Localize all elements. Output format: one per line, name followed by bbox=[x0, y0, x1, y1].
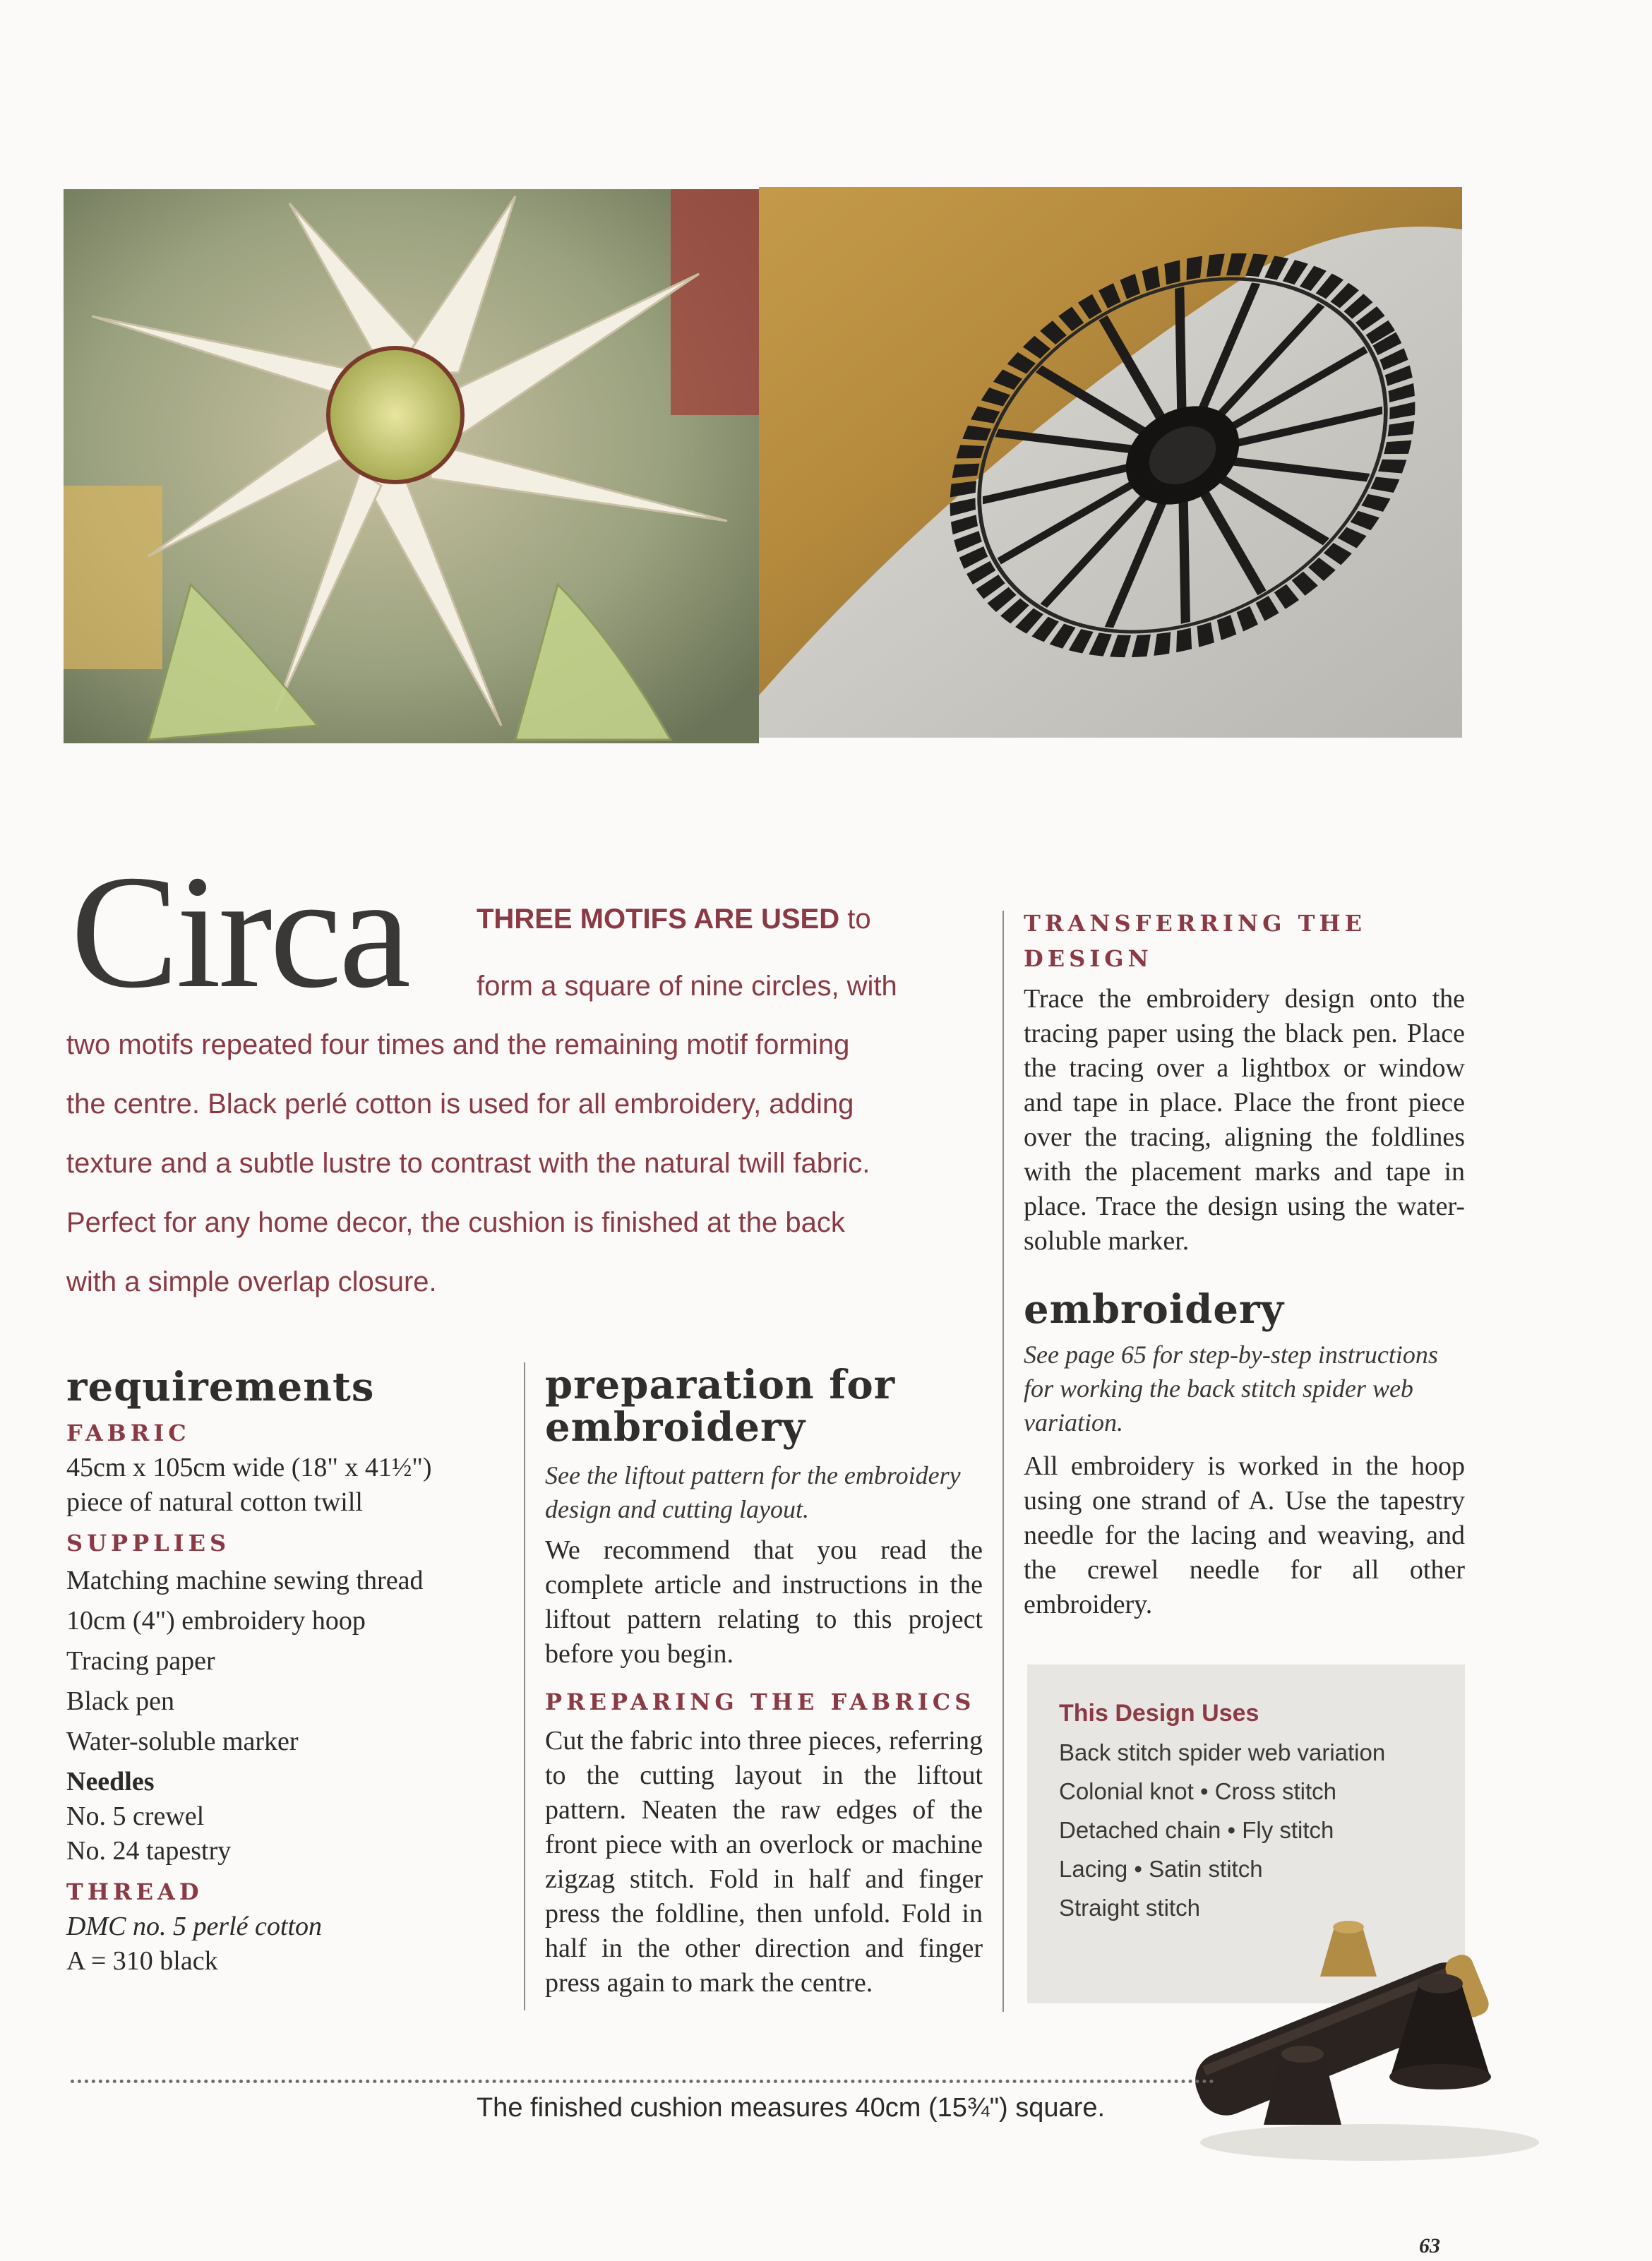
footer-divider bbox=[71, 2080, 1214, 2083]
supply-item: Water-soluble marker bbox=[66, 1727, 299, 1756]
supplies-list bbox=[66, 1561, 518, 1762]
intro-line-3: two motifs repeated four times and the remaining motif forming bbox=[66, 1029, 850, 1060]
preparation-section bbox=[545, 1364, 983, 2001]
column-divider-1 bbox=[524, 1362, 525, 2010]
design-uses-item: Straight stitch bbox=[1059, 1895, 1200, 1921]
embroidery-section bbox=[1024, 1288, 1465, 1622]
intro-lines bbox=[66, 1015, 977, 1312]
preparation-heading-line-2: embroidery bbox=[545, 1404, 806, 1451]
page-title: Circa bbox=[71, 841, 409, 1021]
design-uses-item: Colonial knot • Cross stitch bbox=[1059, 1778, 1337, 1804]
embroidery-note: See page 65 for step-by-step instructions for working the back stitch spider web variation. bbox=[1024, 1341, 1438, 1437]
thimbles-photo bbox=[1158, 1899, 1553, 2167]
preparation-heading-line-1: preparation for bbox=[545, 1362, 896, 1408]
design-uses-item: Detached chain • Fly stitch bbox=[1059, 1817, 1334, 1843]
supply-item: Black pen bbox=[66, 1686, 175, 1716]
preparing-fabrics-heading: PREPARING THE FABRICS bbox=[545, 1689, 976, 1715]
fabric-line-2: piece of natural cotton twill bbox=[66, 1487, 363, 1517]
thread-heading: THREAD bbox=[66, 1878, 203, 1905]
intro-line-2: form a square of nine circles, with bbox=[477, 971, 897, 1002]
transferring-paragraph: Trace the embroidery design onto the tracing paper using the black pen. Place the tracing over a lightbox or window and tape in place. Place the front piece over the tracing, aligning the foldlines with the placement marks and tape in place. Trace the design using the water-soluble marker. bbox=[1024, 984, 1465, 1256]
fabric-heading: FABRIC bbox=[66, 1420, 191, 1446]
intro-line-1 bbox=[477, 898, 871, 940]
flower-photo bbox=[64, 189, 759, 743]
preparation-paragraph: We recommend that you read the complete article and instructions in the liftout pattern relating to this project before you begin. bbox=[545, 1535, 983, 1669]
needles-heading: Needles bbox=[66, 1767, 155, 1797]
needle-item: No. 5 crewel bbox=[66, 1801, 205, 1831]
intro-lead-caps: THREE MOTIFS ARE USED bbox=[477, 904, 840, 935]
design-uses-item: Lacing • Satin stitch bbox=[1059, 1856, 1263, 1882]
column-divider-2 bbox=[1002, 911, 1004, 2012]
embroidery-photo bbox=[759, 187, 1462, 738]
transferring-section bbox=[1024, 906, 1465, 1259]
preparing-fabrics-paragraph: Cut the fabric into three pieces, referring to the cutting layout in the liftout pattern. Neaten the raw edges of the front piece with an overlock or machine zigzag stitch. Fold in half and finger press the foldline, then unfold. Fold in half in the other direction and finger press again to mark the centre. bbox=[545, 1726, 983, 1998]
intro-line-5: texture and a subtle lustre to contrast with the natural twill fabric. bbox=[66, 1148, 870, 1179]
transferring-heading-line-2: DESIGN bbox=[1024, 945, 1153, 972]
supplies-heading: SUPPLIES bbox=[66, 1530, 231, 1557]
preparation-note: See the liftout pattern for the embroidery design and cutting layout. bbox=[545, 1461, 961, 1523]
supply-item: Tracing paper bbox=[66, 1646, 215, 1676]
intro-line-7: with a simple overlap closure. bbox=[66, 1266, 437, 1297]
needle-item: No. 24 tapestry bbox=[66, 1836, 232, 1866]
intro-line-4: the centre. Black perlé cotton is used for all embroidery, adding bbox=[66, 1088, 854, 1120]
requirements-heading: requirements bbox=[66, 1364, 375, 1410]
thread-color: A = 310 black bbox=[66, 1946, 218, 1976]
design-uses-item: Back stitch spider web variation bbox=[1059, 1739, 1386, 1765]
embroidery-heading: embroidery bbox=[1024, 1286, 1284, 1333]
transferring-heading-line-1: TRANSFERRING THE bbox=[1024, 910, 1367, 937]
fabric-line-1: 45cm x 105cm wide (18" x 41½") bbox=[66, 1453, 432, 1482]
requirements-section bbox=[66, 1366, 518, 1979]
supply-item: Matching machine sewing thread bbox=[66, 1566, 424, 1595]
thread-brand: DMC no. 5 perlé cotton bbox=[66, 1912, 323, 1941]
supply-item: 10cm (4") embroidery hoop bbox=[66, 1606, 366, 1636]
embroidery-paragraph: All embroidery is worked in the hoop using one strand of A. Use the tapestry needle for the lacing and weaving, and the crewel needle for all other embroidery. bbox=[1024, 1451, 1465, 1619]
intro-line-1-rest: to bbox=[839, 904, 871, 935]
page-number: 63 bbox=[1419, 2234, 1440, 2257]
footnote: The finished cushion measures 40cm (15¾") square. bbox=[476, 2093, 1106, 2123]
intro-line-6: Perfect for any home decor, the cushion is finished at the back bbox=[66, 1207, 845, 1238]
design-uses-title: This Design Uses bbox=[1059, 1700, 1259, 1727]
